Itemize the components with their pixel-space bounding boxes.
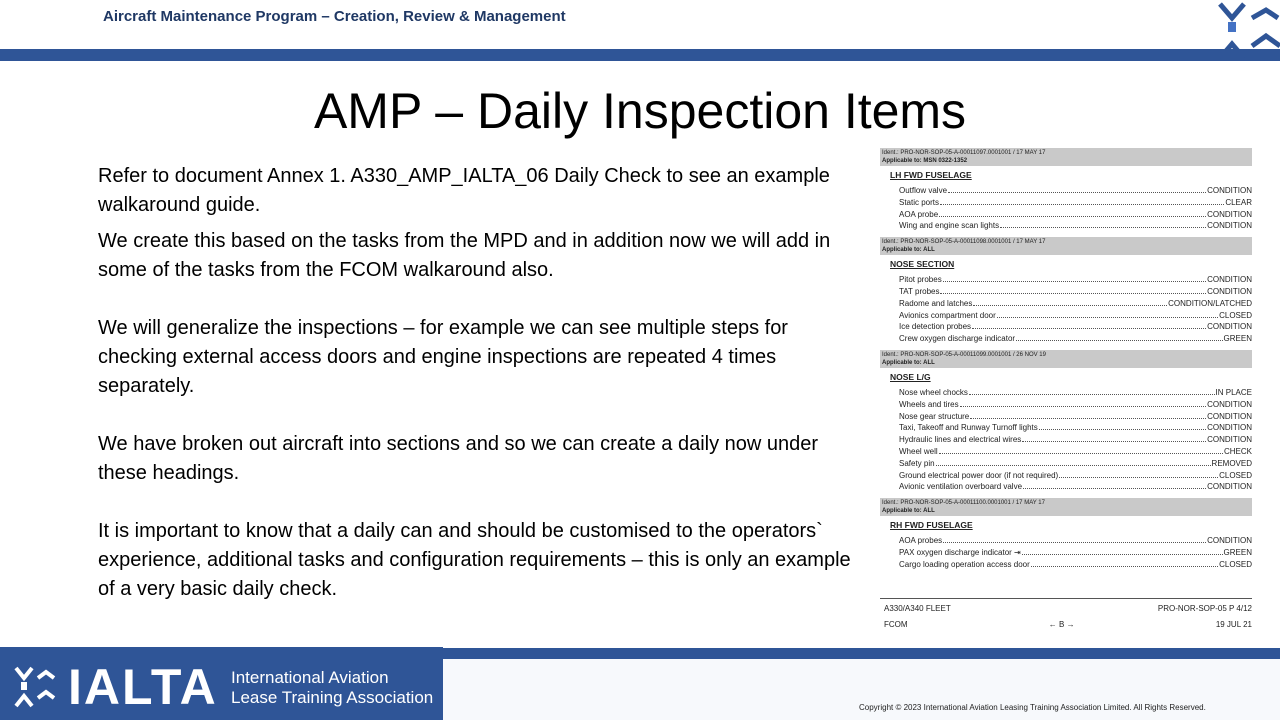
check-value: CONDITION — [1207, 411, 1252, 421]
paragraph: We have broken out aircraft into sections and so we can create a daily now under these headings. — [98, 433, 819, 484]
dot-leader — [948, 192, 1206, 193]
dot-leader — [943, 542, 1206, 543]
fcom-section-title: NOSE L/G — [890, 371, 931, 382]
fcom-manual: FCOM — [884, 620, 908, 629]
check-item: Avionics compartment door — [899, 310, 996, 320]
check-item: Ground electrical power door (if not required) — [899, 470, 1059, 480]
dot-leader — [970, 418, 1206, 419]
dot-leader — [939, 453, 1223, 454]
fcom-applicable: Applicable to: ALL — [882, 359, 935, 366]
check-item: Taxi, Takeoff and Runway Turnoff lights — [899, 423, 1038, 433]
ialta-emblem-icon — [14, 666, 56, 708]
check-value: CLEAR — [1225, 197, 1252, 207]
fcom-check-row — [899, 559, 1252, 571]
fcom-section — [880, 237, 1252, 345]
tagline-line-2: Lease Training Association — [231, 688, 434, 707]
dot-leader — [1031, 566, 1218, 567]
fcom-ident-strip — [880, 237, 1252, 255]
fcom-check-row — [899, 446, 1252, 458]
fcom-section — [880, 148, 1252, 232]
fcom-check-row — [899, 547, 1252, 559]
dot-leader — [1059, 477, 1218, 478]
fcom-ident: Ident.: PRO-NOR-SOP-05-A-00011097.0001001 / 17 MAY 17 — [882, 150, 1046, 156]
fcom-check-row — [899, 274, 1252, 286]
dot-leader — [939, 216, 1206, 217]
slide-title: AMP – Daily Inspection Items — [313, 83, 967, 139]
paragraph: We will generalize the inspections – for example we can see multiple steps for checking external access doors and engine inspections are repeated 4 times separately. — [98, 317, 788, 397]
check-item: AOA probe — [899, 209, 939, 219]
dot-leader — [973, 305, 1167, 306]
check-value: CLOSED — [1219, 559, 1252, 569]
fcom-ident-strip — [880, 148, 1252, 166]
ialta-tagline — [231, 668, 433, 708]
fcom-nav: ← B → — [1048, 620, 1075, 629]
fcom-check-row — [899, 434, 1252, 446]
dot-leader — [960, 406, 1207, 407]
check-item: PAX oxygen discharge indicator ⇥ — [899, 547, 1021, 557]
check-value: CONDITION — [1207, 536, 1252, 546]
check-item: Nose gear structure — [899, 411, 970, 421]
paragraph: Refer to document Annex 1. A330_AMP_IALTA_06 Daily Check to see an example walkaround guide. — [98, 165, 830, 216]
fcom-check-row — [899, 481, 1252, 493]
check-item: Outflow valve — [899, 186, 948, 195]
fcom-section-title: NOSE SECTION — [890, 259, 955, 270]
check-item: AOA probes — [899, 536, 943, 546]
dot-leader — [1022, 441, 1206, 442]
dot-leader — [1039, 429, 1206, 430]
dot-leader — [940, 204, 1224, 205]
fcom-check-row — [899, 422, 1252, 434]
fcom-check-row — [899, 470, 1252, 482]
fcom-check-row — [899, 310, 1252, 322]
fcom-check-row — [899, 411, 1252, 423]
fcom-check-row — [899, 399, 1252, 411]
dot-leader — [972, 328, 1206, 329]
ialta-wordmark: IALTA — [68, 659, 218, 715]
fcom-check-row — [899, 321, 1252, 333]
fcom-ident: Ident.: PRO-NOR-SOP-05-A-00011099.0001001 / 26 NOV 19 — [882, 351, 1046, 358]
fcom-check-row — [899, 286, 1252, 298]
check-value: GREEN — [1223, 334, 1252, 344]
dot-leader — [940, 293, 1206, 294]
check-value: REMOVED — [1211, 458, 1252, 468]
dot-leader — [1022, 554, 1223, 555]
fcom-section-title: RH FWD FUSELAGE — [890, 520, 973, 531]
fcom-section — [880, 498, 1252, 570]
fcom-ref: PRO-NOR-SOP-05 P 4/12 — [1157, 604, 1252, 613]
dot-leader — [1016, 340, 1222, 341]
fcom-check-row — [899, 387, 1252, 399]
fcom-check-row — [899, 298, 1252, 310]
check-value: CONDITION — [1207, 435, 1252, 445]
fcom-check-row — [899, 333, 1252, 345]
dot-leader — [936, 465, 1211, 466]
fcom-check-row — [899, 535, 1252, 547]
ialta-logo-mark-icon — [1216, 0, 1280, 62]
check-item: Wheels and tires — [899, 399, 959, 409]
check-item: Cargo loading operation access door — [899, 559, 1030, 569]
check-item: Pitot probes — [899, 275, 942, 285]
check-value: GREEN — [1223, 547, 1252, 557]
check-value: CONDITION — [1207, 399, 1252, 409]
header-title: Aircraft Maintenance Program – Creation, Review & Management — [103, 8, 566, 25]
check-value: CONDITION — [1207, 186, 1252, 195]
check-item: Wing and engine scan lights — [899, 221, 1000, 231]
check-item: Hydraulic lines and electrical wires — [899, 435, 1022, 445]
check-value: CLOSED — [1219, 470, 1252, 480]
check-item: Safety pin — [899, 458, 935, 468]
dot-leader — [969, 394, 1215, 395]
fcom-check-row — [899, 220, 1252, 232]
fcom-sections — [880, 148, 1252, 571]
dot-leader — [1023, 488, 1206, 489]
fcom-ident: Ident.: PRO-NOR-SOP-05-A-00011100.0001001 / 17 MAY 17 — [882, 500, 1045, 507]
check-value: CONDITION/LATCHED — [1168, 298, 1252, 308]
check-value: CONDITION — [1207, 322, 1252, 332]
check-value: CHECK — [1223, 446, 1252, 456]
check-value: IN PLACE — [1215, 387, 1252, 397]
check-value: CONDITION — [1207, 423, 1252, 433]
bottom-bar — [443, 648, 1280, 659]
check-value: CONDITION — [1207, 209, 1252, 219]
check-item: Avionic ventilation overboard valve — [899, 482, 1023, 492]
check-item: Static ports — [899, 197, 940, 207]
fcom-check-row — [899, 197, 1252, 209]
top-bar — [0, 49, 1280, 61]
check-item: Crew oxygen discharge indicator — [899, 334, 1016, 344]
body-text — [98, 162, 863, 604]
fcom-applicable: Applicable to: ALL — [882, 508, 935, 515]
fcom-footer — [880, 598, 1252, 631]
fcom-check-row — [899, 185, 1252, 197]
fcom-section-title: LH FWD FUSELAGE — [890, 170, 972, 180]
check-item: Nose wheel chocks — [899, 387, 968, 397]
fcom-ident: Ident.: PRO-NOR-SOP-05-A-00011098.0001001 / 17 MAY 17 — [882, 239, 1046, 246]
check-item: Radome and latches — [899, 298, 973, 308]
copyright: Copyright © 2023 International Aviation Leasing Training Association Limited. All Rights Reserved. — [859, 703, 1206, 712]
fcom-ident-strip — [880, 350, 1252, 368]
check-value: CONDITION — [1207, 286, 1252, 296]
dot-leader — [1000, 227, 1206, 228]
check-value: CONDITION — [1207, 221, 1252, 231]
check-item: Wheel well — [899, 446, 938, 456]
tagline-line-1: International Aviation — [231, 668, 389, 687]
fcom-applicable: Applicable to: ALL — [882, 247, 935, 254]
check-item: Ice detection probes — [899, 322, 972, 332]
paragraph: It is important to know that a daily can and should be customised to the operators` experience, additional tasks and configuration requirements – this is only an example of a very basic daily check. — [98, 520, 851, 600]
fcom-ident-strip — [880, 498, 1252, 516]
fcom-section — [880, 350, 1252, 493]
fcom-fleet: A330/A340 FLEET — [884, 604, 951, 613]
fcom-check-row — [899, 458, 1252, 470]
fcom-date: 19 JUL 21 — [1215, 620, 1252, 629]
dot-leader — [997, 317, 1218, 318]
fcom-applicable: Applicable to: MSN 0322-1352 — [882, 158, 968, 164]
dot-leader — [943, 281, 1206, 282]
check-value: CLOSED — [1219, 310, 1252, 320]
check-value: CONDITION — [1207, 275, 1252, 285]
fcom-excerpt — [880, 148, 1252, 630]
check-value: CONDITION — [1207, 482, 1252, 492]
fcom-check-row — [899, 209, 1252, 221]
check-item: TAT probes — [899, 286, 940, 296]
paragraph: We create this based on the tasks from the MPD and in addition now we will add in some of the tasks from the FCOM walkaround also. — [98, 230, 831, 281]
